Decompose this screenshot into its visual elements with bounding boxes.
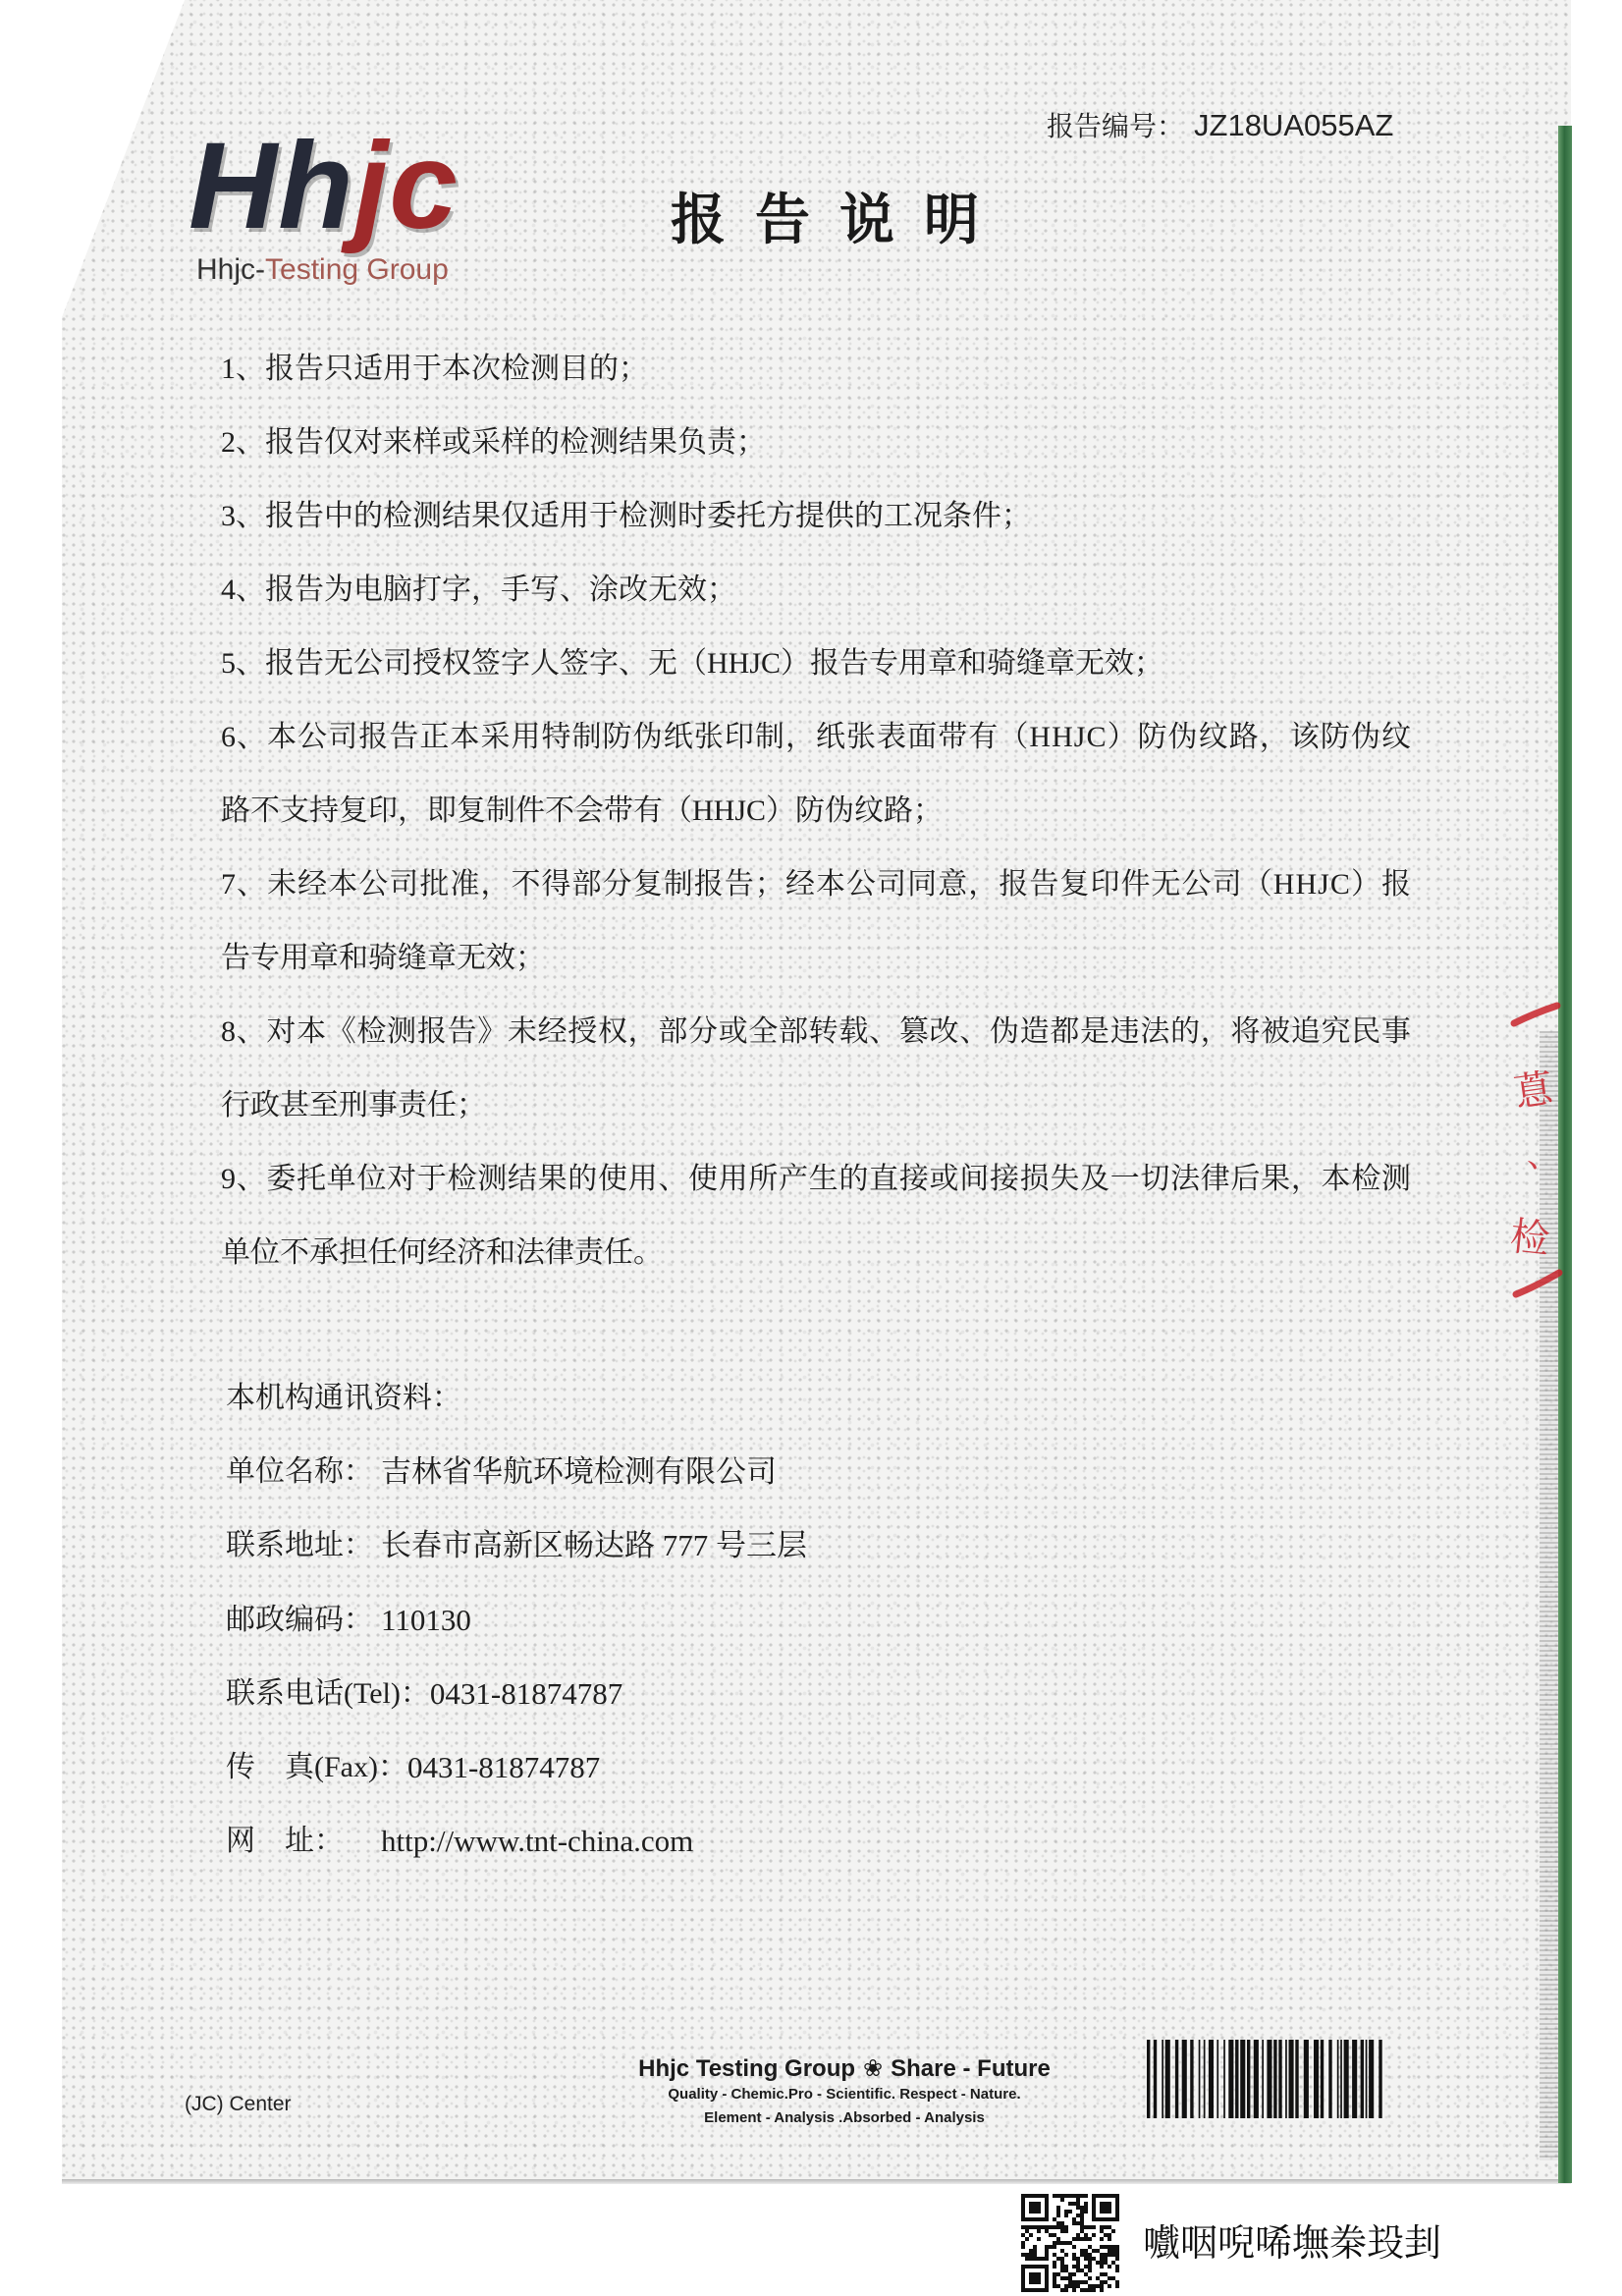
barcode-bar xyxy=(1199,2040,1201,2118)
contact-label: 联系地址： xyxy=(226,1529,373,1562)
note-line: 9、委托单位对于检测结果的使用、使用所产生的直接或间接损失及一切法律后果，本检测 xyxy=(221,1163,1412,1195)
slogan-motto-1: Quality - Chemic.Pro - Scientific. Respect - Nature. xyxy=(668,2086,1021,2103)
note-line: 5、报告无公司授权签字人签字、无（HHJC）报告专用章和骑缝章无效； xyxy=(221,647,1164,680)
note-item-5 xyxy=(221,627,1411,700)
note-item-6 xyxy=(221,700,1411,847)
barcode-bar xyxy=(1379,2040,1381,2118)
note-item-2 xyxy=(221,406,1411,479)
contact-row-postcode xyxy=(226,1583,807,1657)
note-line: 行政甚至刑事责任； xyxy=(221,1089,486,1121)
contact-value: http://www.tnt-china.com xyxy=(381,1824,694,1859)
contact-heading: 本机构通讯资料： xyxy=(226,1382,461,1414)
barcode-bar xyxy=(1361,2040,1364,2118)
barcode-bar xyxy=(1337,2040,1339,2118)
barcode-bar xyxy=(1366,2040,1368,2118)
contact-value: 长春市高新区畅达路 777 号三层 xyxy=(381,1528,807,1563)
note-line: 1、报告只适用于本次检测目的； xyxy=(221,353,648,385)
footer-center-label: (JC) Center xyxy=(185,2093,292,2115)
note-line: 3、报告中的检测结果仅适用于检测时委托方提供的工况条件； xyxy=(221,500,1031,532)
barcode-bar xyxy=(1314,2040,1319,2118)
note-item-1 xyxy=(221,332,1411,406)
contact-label: 邮政编码： xyxy=(226,1603,373,1636)
barcode-bar xyxy=(1165,2040,1170,2118)
seal-char: 检 xyxy=(1507,1214,1552,1262)
seal-arc-bottom xyxy=(1516,1273,1559,1294)
below-page-text: 嚱咽唲唏墲桊殶刲 xyxy=(1143,2223,1442,2265)
barcode-bar xyxy=(1289,2040,1294,2118)
logo-subtitle-group: Testing Group xyxy=(265,253,449,286)
note-line: 8、对本《检测报告》未经授权，部分或全部转载、篡改、伪造都是违法的，将被追究民事 xyxy=(221,1015,1412,1048)
note-line: 单位不承担任何经济和法律责任。 xyxy=(221,1236,663,1269)
barcode-bar xyxy=(1162,2040,1163,2118)
seal-stamp-fragment xyxy=(1500,994,1569,1308)
barcode-bar xyxy=(1340,2040,1342,2118)
contact-value: 吉林省华航环境检测有限公司 xyxy=(381,1454,777,1490)
logo-letters-red: jc xyxy=(353,118,459,254)
barcode-bar xyxy=(1344,2040,1349,2118)
barcode-bar xyxy=(1328,2040,1331,2118)
contact-value: 0431-81874787 xyxy=(406,1749,601,1784)
note-item-4 xyxy=(221,553,1411,627)
barcode-bar xyxy=(1247,2040,1250,2118)
qr-code-icon xyxy=(1021,2194,1119,2292)
contact-value: 0431-81874787 xyxy=(429,1675,623,1711)
note-line: 路不支持复印，即复制件不会带有（HHJC）防伪纹路； xyxy=(221,794,944,827)
barcode-bar xyxy=(1209,2040,1214,2118)
note-line: 2、报告仅对来样或采样的检测结果负责； xyxy=(221,426,766,459)
contact-row-website xyxy=(226,1804,807,1878)
contact-row-address xyxy=(226,1508,807,1582)
contact-label: 联系电话(Tel)： xyxy=(226,1676,430,1710)
barcode-bar xyxy=(1175,2040,1178,2118)
barcode-bar xyxy=(1273,2040,1276,2118)
barcode-bar xyxy=(1228,2040,1233,2118)
seal-arc-top xyxy=(1514,1006,1557,1023)
seal-char: 蒠 xyxy=(1510,1066,1556,1116)
barcode-bar xyxy=(1240,2040,1245,2118)
barcode-bar xyxy=(1304,2040,1309,2118)
flower-icon xyxy=(863,2055,883,2082)
note-item-8 xyxy=(221,995,1411,1142)
contact-label: 传 真(Fax)： xyxy=(226,1750,407,1783)
barcode-bar xyxy=(1154,2040,1157,2118)
barcode-bar xyxy=(1216,2040,1218,2118)
logo-subtitle xyxy=(196,254,449,286)
logo-subtitle-brand: Hhjc- xyxy=(196,253,266,286)
note-item-9 xyxy=(221,1142,1411,1289)
barcode-bar xyxy=(1267,2040,1271,2118)
barcode-bar xyxy=(1223,2040,1225,2118)
note-line: 6、本公司报告正本采用特制防伪纸张印制，纸张表面带有（HHJC）防伪纹路，该防伪纹 xyxy=(221,721,1413,753)
report-number xyxy=(1047,108,1393,149)
qr-modules xyxy=(1021,2194,1119,2292)
barcode-bar xyxy=(1254,2040,1259,2118)
barcode-bar xyxy=(1204,2040,1206,2118)
report-number-value: JZ18UA055AZ xyxy=(1194,108,1394,142)
contact-row-fax xyxy=(226,1730,807,1804)
note-line: 7、未经本公司批准，不得部分复制报告；经本公司同意，报告复印件无公司（HHJC）报 xyxy=(221,868,1413,901)
barcode-bar xyxy=(1262,2040,1264,2118)
barcode-bar xyxy=(1278,2040,1281,2118)
seal-char: 、 xyxy=(1527,1138,1560,1175)
paper-bottom-edge xyxy=(62,2179,1571,2184)
barcode-bar xyxy=(1235,2040,1238,2118)
slogan-brand: Hhjc Testing Group xyxy=(638,2055,856,2082)
note-item-3 xyxy=(221,479,1411,553)
note-line: 告专用章和骑缝章无效； xyxy=(221,942,545,974)
footer-slogan xyxy=(628,2054,1060,2130)
note-item-7 xyxy=(221,847,1411,995)
report-notes-list xyxy=(221,332,1411,1289)
barcode-bar xyxy=(1352,2040,1357,2118)
contact-row-tel xyxy=(226,1657,807,1730)
contact-info xyxy=(226,1361,807,1878)
page-title: 报告说明 xyxy=(671,191,1008,251)
slogan-motto-2: Element - Analysis .Absorbed - Analysis xyxy=(704,2109,985,2126)
contact-label: 网 址： xyxy=(226,1825,344,1858)
barcode-bar xyxy=(1190,2040,1193,2118)
barcode-bar xyxy=(1295,2040,1298,2118)
barcode-bar xyxy=(1285,2040,1287,2118)
barcode-icon xyxy=(1147,2040,1383,2118)
barcode-bar xyxy=(1182,2040,1187,2118)
barcode-bar xyxy=(1369,2040,1374,2118)
report-number-label: 报告编号： xyxy=(1047,111,1185,141)
slogan-tail: Share - Future xyxy=(891,2055,1051,2082)
contact-value: 110130 xyxy=(381,1602,471,1637)
contact-label: 单位名称： xyxy=(226,1455,373,1489)
barcode-bar xyxy=(1321,2040,1324,2118)
contact-row-company xyxy=(226,1435,807,1508)
logo-letters-dark: Hh xyxy=(189,118,354,254)
barcode-bar xyxy=(1147,2040,1150,2118)
company-logo xyxy=(189,118,459,254)
slogan-headline xyxy=(628,2054,1060,2083)
note-line: 4、报告为电脑打字，手写、涂改无效； xyxy=(221,574,736,606)
